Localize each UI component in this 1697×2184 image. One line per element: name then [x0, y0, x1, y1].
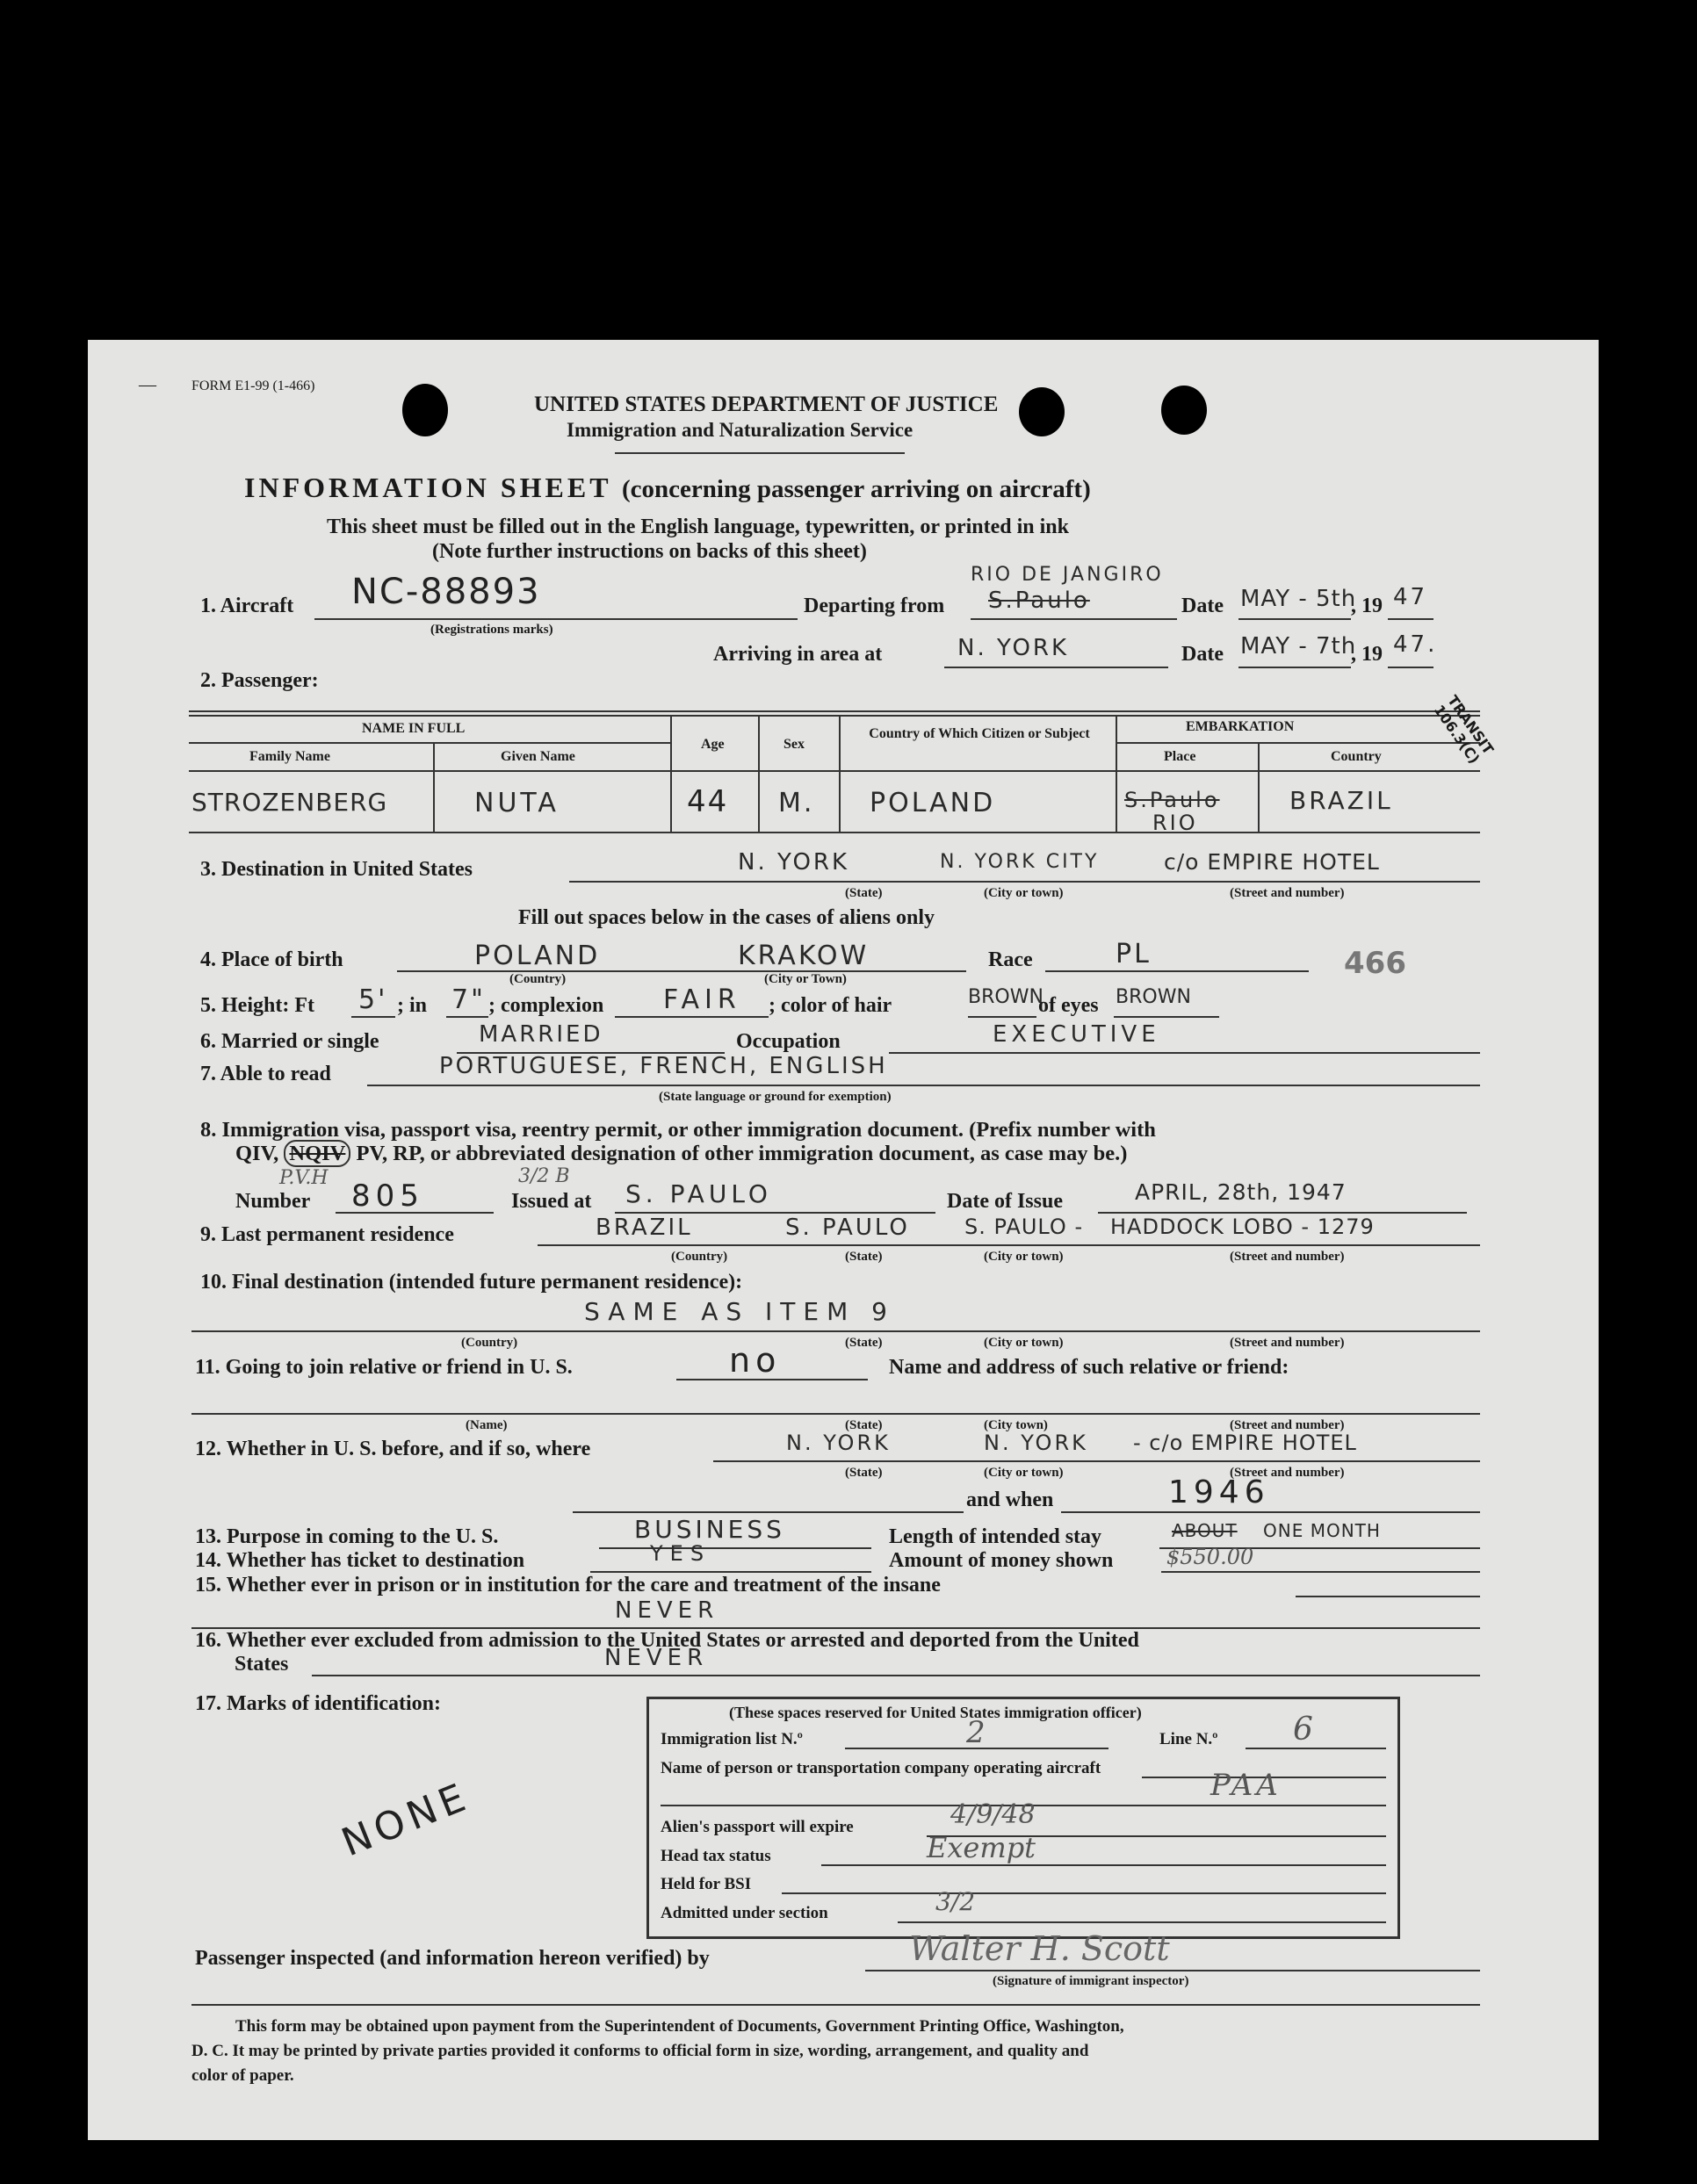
occupation-line [889, 1052, 1480, 1054]
marital-label: 6. Married or single [200, 1030, 379, 1053]
prison-line-a [1296, 1596, 1480, 1597]
table-header-bottom [189, 770, 1480, 772]
height-in-label: ; in [397, 994, 428, 1017]
arrival-date-label: Date [1181, 643, 1224, 666]
aircraft-value: NC-88893 [351, 572, 541, 612]
hdr-citizen-country: Country of Which Citizen or Subject [869, 726, 1090, 741]
residence-caption-street: (Street and number) [1230, 1250, 1345, 1264]
instruction-line-1: This sheet must be filled out in the English language, typewritten, or printed in ink [327, 515, 1069, 538]
join-relative-value: no [729, 1341, 782, 1380]
identification-marks-label: 17. Marks of identification: [195, 1692, 441, 1715]
issued-at-label: Issued at [511, 1190, 592, 1213]
punch-hole [1019, 387, 1065, 436]
residence-caption-state: (State) [845, 1250, 883, 1264]
destination-label: 3. Destination in United States [200, 858, 473, 881]
read-value: PORTUGUESE, FRENCH, ENGLISH [439, 1053, 888, 1079]
excluded-label-2: States [235, 1653, 289, 1676]
height-in-value: 7" [451, 984, 486, 1015]
relative-caption-state: (State) [845, 1418, 883, 1432]
birthplace-label: 4. Place of birth [200, 948, 343, 971]
hdr-family-name: Family Name [249, 749, 330, 764]
identification-marks-value: NONE [336, 1773, 477, 1866]
immigration-list-label: Immigration list N.º [661, 1730, 803, 1748]
age-value: 44 [687, 784, 729, 819]
relative-caption-city: (City town) [984, 1418, 1048, 1432]
transit-stamp: TRANSIT 106.3(C) [1430, 692, 1498, 768]
admitted-section-label: Admitted under section [661, 1904, 828, 1922]
previous-visit-state: N. YORK [786, 1431, 891, 1455]
residence-state: S. PAULO [785, 1215, 910, 1241]
sheet-title-main: INFORMATION SHEET [244, 472, 611, 503]
eyes-value: BROWN [1116, 986, 1191, 1008]
relative-caption-street: (Street and number) [1230, 1418, 1345, 1432]
previous-visit-line [713, 1460, 1480, 1462]
table-bottom-rule [189, 832, 1480, 833]
final-caption-country: (Country) [461, 1336, 518, 1350]
complexion-value: FAIR [663, 984, 741, 1015]
when-value: 1946 [1168, 1474, 1270, 1510]
given-name-value: NUTA [474, 788, 560, 818]
previous-caption-street: (Street and number) [1230, 1466, 1345, 1480]
eyes-label: of eyes [1038, 994, 1099, 1017]
sheet-title [244, 472, 1091, 504]
excluded-line [312, 1675, 1480, 1676]
issue-date-value: APRIL, 28th, 1947 [1135, 1179, 1347, 1205]
destination-state: N. YORK [738, 849, 850, 876]
money-line [1161, 1571, 1480, 1573]
issue-date-line [1098, 1212, 1467, 1214]
final-caption-street: (Street and number) [1230, 1336, 1345, 1350]
col-divider [1116, 715, 1117, 832]
col-divider [1258, 742, 1260, 832]
departing-struck: S.Paulo [988, 587, 1090, 614]
officer-box-title: (These spaces reserved for United States immigration officer) [729, 1704, 1142, 1721]
residence-label: 9. Last permanent residence [200, 1223, 454, 1246]
ticket-value: YES [650, 1541, 711, 1566]
previous-caption-city: (City or town) [984, 1466, 1064, 1480]
instruction-line-2: (Note further instructions on backs of this sheet) [432, 540, 867, 563]
race-line [1045, 970, 1309, 972]
arriving-line [944, 667, 1168, 668]
col-divider [433, 742, 435, 832]
departure-date-value: MAY - 5th [1240, 586, 1357, 612]
height-label: 5. Height: Ft [200, 994, 314, 1017]
arrival-date-line [1238, 667, 1351, 668]
arrival-date-value: MAY - 7th [1240, 633, 1357, 660]
eyes-line [1114, 1016, 1219, 1018]
issued-at-value: S. PAULO [625, 1179, 772, 1208]
hdr-embarkation: EMBARKATION [1186, 719, 1295, 734]
inspector-signature: Walter H. Scott [909, 1929, 1170, 1968]
line-number-value: 6 [1293, 1712, 1313, 1748]
previous-visit-street: - c/o EMPIRE HOTEL [1133, 1431, 1357, 1455]
race-code-stamp: 466 [1344, 946, 1406, 981]
admitted-section-line [898, 1921, 1386, 1923]
ticket-line [590, 1571, 871, 1573]
arriving-label: Arriving in area at [713, 643, 883, 666]
hdr-name-in-full: NAME IN FULL [362, 721, 466, 736]
money-label: Amount of money shown [889, 1549, 1114, 1572]
embarkation-place-value: RIO [1152, 811, 1198, 835]
departure-year-line [1388, 618, 1433, 620]
col-divider [839, 715, 841, 832]
destination-line [569, 881, 1480, 883]
complexion-label: ; complexion [488, 994, 604, 1017]
height-in-line [446, 1016, 488, 1018]
residence-caption-city: (City or town) [984, 1250, 1064, 1264]
information-sheet [88, 340, 1599, 2140]
when-pre-line [573, 1511, 964, 1513]
punch-hole [1161, 386, 1207, 435]
stay-label: Length of intended stay [889, 1525, 1102, 1548]
inspected-by-label: Passenger inspected (and information hereon verified) by [195, 1947, 710, 1970]
footer-line-2: D. C. It may be printed by private parties provided it conforms to official form in size, wording, arrangement, and quality and [191, 2042, 1089, 2060]
col-divider [670, 715, 672, 832]
caption-city: (City or town) [984, 886, 1064, 900]
nqiv-circled: NQIV [284, 1140, 350, 1167]
departing-label: Departing from [804, 595, 945, 617]
head-tax-value: Exempt [927, 1831, 1036, 1864]
complexion-line [615, 1016, 769, 1018]
final-destination-label: 10. Final destination (intended future permanent residence): [200, 1271, 743, 1294]
hair-value: BROWN [968, 986, 1043, 1008]
emb-subheader-rule [1116, 742, 1480, 744]
purpose-label: 13. Purpose in coming to the U. S. [195, 1525, 499, 1548]
citizen-value: POLAND [870, 788, 996, 818]
service-title: Immigration and Naturalization Service [567, 419, 913, 441]
signature-line [865, 1970, 1480, 1971]
birth-country-value: POLAND [474, 941, 601, 971]
issued-note: 3/2 B [518, 1165, 570, 1187]
final-destination-line [191, 1330, 1480, 1332]
bsi-line [782, 1892, 1386, 1894]
departing-value: RIO DE JANGIRO [971, 564, 1164, 586]
race-value: PL [1116, 939, 1152, 969]
read-label: 7. Able to read [200, 1063, 331, 1085]
ticket-label: 14. Whether has ticket to destination [195, 1549, 525, 1572]
hdr-given-name: Given Name [501, 749, 575, 764]
embarkation-place-struck: S.Paulo [1124, 788, 1220, 812]
purpose-line [599, 1547, 871, 1549]
birth-country-caption: (Country) [509, 972, 567, 986]
admitted-section-value: 3/2 [935, 1887, 976, 1916]
table-top-rule-2 [189, 715, 1480, 717]
operator-label: Name of person or transportation company operating aircraft [661, 1759, 1101, 1777]
occupation-value: EXECUTIVE [993, 1021, 1160, 1048]
immigration-doc-line-1: 8. Immigration visa, passport visa, reentry permit, or other immigration document. (Prefix number with [200, 1118, 1156, 1142]
previous-caption-state: (State) [845, 1466, 883, 1480]
embarkation-country-value: BRAZIL [1289, 786, 1393, 815]
head-tax-line [821, 1864, 1386, 1866]
sex-value: M. [778, 788, 815, 818]
line-number-line [1246, 1748, 1386, 1749]
form-number: FORM E1-99 (1-466) [191, 378, 315, 393]
destination-street: c/o EMPIRE HOTEL [1164, 849, 1380, 875]
read-caption: (State language or ground for exemption) [659, 1090, 892, 1104]
hdr-embarkation-country: Country [1331, 749, 1382, 764]
marital-value: MARRIED [479, 1021, 603, 1048]
department-title: UNITED STATES DEPARTMENT OF JUSTICE [534, 393, 999, 416]
aircraft-label: 1. Aircraft [200, 595, 294, 617]
hdr-sex: Sex [784, 737, 805, 752]
arriving-value: N. YORK [957, 635, 1070, 661]
bsi-label: Held for BSI [661, 1875, 752, 1893]
money-value: $550.00 [1166, 1545, 1254, 1569]
registration-caption: (Registrations marks) [430, 623, 553, 637]
departure-date-label: Date [1181, 595, 1224, 617]
final-caption-state: (State) [845, 1336, 883, 1350]
arrival-year-prefix: , 19 [1351, 643, 1383, 666]
departure-year-prefix: , 19 [1351, 595, 1383, 617]
hdr-age: Age [701, 737, 725, 752]
issued-at-line [615, 1212, 935, 1214]
prison-value: NEVER [615, 1597, 719, 1624]
sheet-title-sub: (concerning passenger arriving on aircraft) [621, 475, 1091, 503]
punch-hole [402, 384, 448, 436]
qiv-text: QIV, [235, 1142, 279, 1165]
height-ft-line [351, 1016, 395, 1018]
destination-city: N. YORK CITY [940, 851, 1100, 873]
purpose-value: BUSINESS [634, 1515, 785, 1544]
col-divider [758, 715, 760, 832]
table-top-rule [189, 710, 1480, 712]
stay-value: ONE MONTH [1263, 1520, 1381, 1541]
head-tax-label: Head tax status [661, 1847, 771, 1865]
footer-rule [191, 2004, 1480, 2006]
aliens-only-note: Fill out spaces below in the cases of aliens only [518, 906, 935, 929]
departure-date-line [1238, 618, 1351, 620]
header-rule [615, 452, 905, 454]
family-name-value: STROZENBERG [191, 788, 388, 817]
final-caption-city: (City or town) [984, 1336, 1064, 1350]
doc-types-text: PV, RP, or abbreviated designation of other immigration document, as case may be.) [356, 1142, 1128, 1165]
name-subheader-rule [189, 742, 670, 744]
immigration-doc-line-2 [235, 1142, 1127, 1166]
occupation-label: Occupation [736, 1030, 841, 1053]
when-line [1061, 1511, 1480, 1513]
prison-label: 15. Whether ever in prison or in institution for the care and treatment of the insane [195, 1574, 941, 1597]
final-destination-value: SAME AS ITEM 9 [584, 1297, 895, 1326]
relative-address-line [191, 1413, 1480, 1415]
residence-caption-country: (Country) [671, 1250, 728, 1264]
issue-date-label: Date of Issue [947, 1190, 1063, 1213]
footer-line-1: This form may be obtained upon payment from the Superintendent of Documents, Government Printing Office, Washington, [235, 2017, 1124, 2036]
line-number-label: Line N.º [1159, 1730, 1218, 1748]
passport-expire-value: 4/9/48 [950, 1799, 1036, 1830]
residence-city: S. PAULO - [964, 1215, 1084, 1239]
caption-street: (Street and number) [1230, 886, 1345, 900]
hair-label: ; color of hair [769, 994, 892, 1017]
caption-state: (State) [845, 886, 883, 900]
number-value: 805 [351, 1178, 424, 1214]
when-label: and when [966, 1488, 1054, 1511]
excluded-value: NEVER [604, 1645, 709, 1671]
stay-struck: ABOUT [1172, 1520, 1238, 1541]
aircraft-line [314, 618, 798, 620]
hdr-embarkation-place: Place [1164, 749, 1196, 764]
read-line [367, 1085, 1480, 1086]
immigration-list-value: 2 [966, 1715, 986, 1750]
number-label: Number [235, 1190, 311, 1213]
passport-expire-label: Alien's passport will expire [661, 1818, 854, 1836]
relative-name-label: Name and address of such relative or friend: [889, 1356, 1289, 1379]
departing-line [971, 618, 1177, 620]
operator-value: PAA [1210, 1768, 1282, 1803]
departure-year-value: 47 [1393, 584, 1428, 610]
residence-country: BRAZIL [596, 1215, 693, 1241]
arrival-year-line [1388, 667, 1433, 668]
previous-visit-label: 12. Whether in U. S. before, and if so, where [195, 1438, 591, 1460]
arrival-year-value: 47. [1393, 631, 1438, 658]
dash-mark: — [139, 375, 156, 394]
relative-caption-name: (Name) [466, 1418, 508, 1432]
birth-city-caption: (City or Town) [764, 972, 847, 986]
birth-city-value: KRAKOW [738, 941, 870, 971]
residence-street: HADDOCK LOBO - 1279 [1110, 1215, 1375, 1239]
height-ft-value: 5' [358, 984, 388, 1015]
race-label: Race [988, 948, 1033, 971]
footer-line-3: color of paper. [191, 2066, 294, 2085]
hair-line [968, 1016, 1036, 1018]
residence-line [538, 1244, 1480, 1246]
join-relative-label: 11. Going to join relative or friend in U. S. [195, 1356, 573, 1379]
signature-caption: (Signature of immigrant inspector) [993, 1974, 1189, 1988]
passenger-label: 2. Passenger: [200, 669, 319, 692]
previous-visit-city: N. YORK [984, 1431, 1088, 1455]
prefix-note: P.V.H [279, 1167, 329, 1189]
excluded-label-1: 16. Whether ever excluded from admission to the United States or arrested and deported from the United [195, 1629, 1139, 1652]
